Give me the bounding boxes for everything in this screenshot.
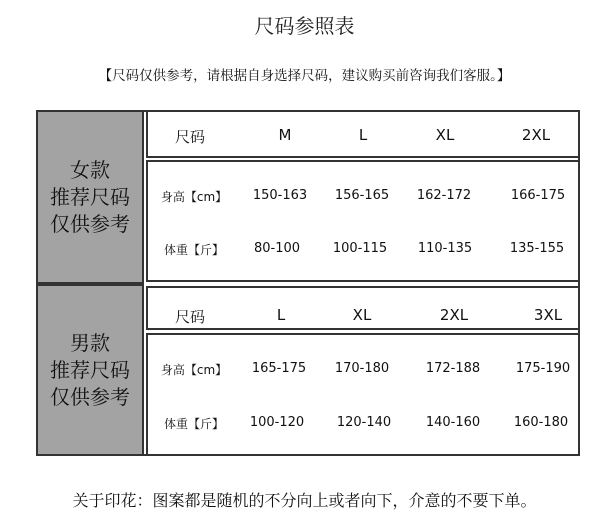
men-height-cell: 175-190 [515,361,571,376]
men-weight-label: 体重【斤】 [163,417,224,431]
women-size-cell: XL [435,126,455,144]
women-size-cell: L [358,126,368,144]
women-weight-label: 体重【斤】 [163,243,224,257]
men-size-cell: XL [352,306,372,324]
men-size-cell: 2XL [439,306,469,324]
women-size-cell: M [278,126,292,144]
size-disclaimer-note: 【尺码仅供参考，请根据自身选择尺码，建议购买前咨询我们客服。】 [98,68,511,84]
women-weight-cell: 80-100 [253,241,301,256]
women-size-cell: 2XL [521,126,551,144]
men-side-panel [36,284,144,456]
women-height-cell: 162-172 [416,188,472,203]
page-title: 尺码参照表 [254,14,355,38]
women-weight-cell: 135-155 [509,241,565,256]
women-size-label: 尺码 [174,128,205,146]
men-height-cell: 170-180 [334,361,390,376]
men-size-cell: 3XL [533,306,563,324]
women-measurements-box [146,160,580,282]
women-side-line-1: 女款 [70,157,110,182]
men-size-label: 尺码 [174,308,205,326]
women-height-cell: 150-163 [252,188,308,203]
men-side-line-1: 男款 [70,330,110,355]
women-height-cell: 156-165 [334,188,390,203]
women-height-cell: 166-175 [510,188,566,203]
men-measurements-box [146,333,580,456]
men-size-cell: L [276,306,286,324]
women-side-line-3: 仅供参考 [50,211,130,236]
men-height-cell: 172-188 [425,361,481,376]
men-weight-cell: 120-140 [336,415,392,430]
men-height-cell: 165-175 [251,361,307,376]
men-side-line-2: 推荐尺码 [50,357,130,382]
men-side-line-3: 仅供参考 [50,384,130,409]
women-side-line-2: 推荐尺码 [50,184,130,209]
men-weight-cell: 100-120 [249,415,305,430]
women-weight-cell: 100-115 [332,241,388,256]
men-weight-cell: 140-160 [425,415,481,430]
women-side-panel [36,110,144,284]
women-weight-cell: 110-135 [417,241,473,256]
men-weight-cell: 160-180 [513,415,569,430]
women-height-label: 身高【cm】 [160,190,228,204]
men-height-label: 身高【cm】 [160,363,228,377]
print-note-footer: 关于印花：图案都是随机的不分向上或者向下，介意的不要下单。 [72,491,537,510]
